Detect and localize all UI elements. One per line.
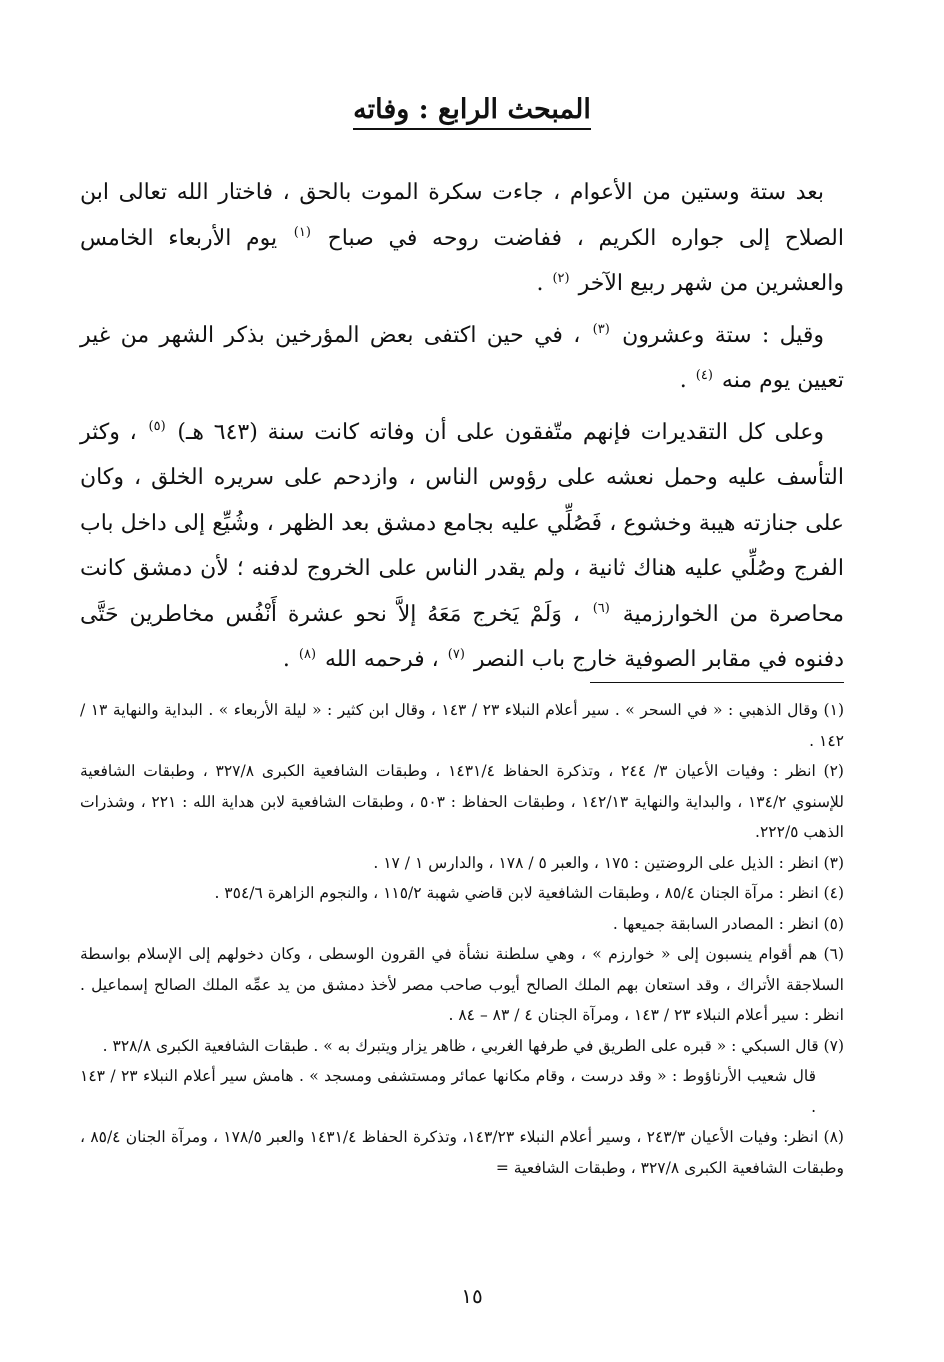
footnote-6: (٦) هم أقوام ينسبون إلى « خوارزم » ، وهي سلطنة نشأة في القرون الوسطى ، وكان دخولهم إلى الإسلام بواسطة السلاجقة الأتراك ، وقد استعان بهم الملك الصالح أيوب صاحب مصر لأخذ دمشق من يد عمِّه الملك الصالح إسماعيل . انظر : سير أعلام النبلاء ٢٣ / ١٤٣ ، ومرآة الجنان ٤ / ٨٣ – ٨٤ . [80, 945, 844, 1024]
footnote-2: (٢) انظر : وفيات الأعيان ٣/ ٢٤٤ ، وتذكرة الحفاظ ١٤٣١/٤ ، وطبقات الشافعية الكبرى ٣٢٧/٨ ، وطبقات الشافعية للإسنوي ١٣٤/٢ ، والبداية والنهاية ١٤٢/١٣ ، وطبقات الحفاظ : ٥٠٣ ، وطبقات الشافعية لابن هداية الله : ٢٢١ ، وشذرات الذهب ٢٢٢/٥. [80, 762, 844, 841]
footnote-7: (٧) قال السبكي : « قبره على الطريق في طرفها الغربي ، ظاهر يزار ويتبرك به » . طبقات الشافعية الكبرى ٣٢٨/٨ . [102, 1036, 844, 1055]
paragraph-2 [80, 313, 844, 404]
footnote-7-continuation: قال شعيب الأرناؤوط : « وقد درست ، وقام مكانها عمائر ومستشفى ومسجد » . هامش سير أعلام النبلاء ٢٣ / ١٤٣ . [80, 1067, 817, 1116]
footnote-ref-8[interactable]: (٨) [298, 646, 317, 662]
footnote-ref-5[interactable]: (٥) [148, 419, 166, 435]
footnote-8: (٨) انظر: وفيات الأعيان ٢٤٣/٣ ، وسير أعلام النبلاء ١٤٣/٢٣، وتذكرة الحفاظ ١٤٣١/٤ والعبر ١٧٨/٥ ، ومرآة الجنان ٨٥/٤ ، وطبقات الشافعية الكبرى ٣٢٧/٨ ، وطبقات الشافعية = [80, 1128, 844, 1177]
body-text [80, 170, 844, 683]
paragraph-text: يوم الأربعاء الخامس والعشرين من شهر ربيع الآخر [80, 225, 844, 296]
footnote-ref-3[interactable]: (٣) [592, 322, 610, 338]
footnote-ref-6[interactable]: (٦) [592, 601, 610, 617]
paragraph-text: ، وَلَمْ يَخرج مَعَهُ إلاَّ نحو عشرة أَنْفُس مخاطرين حَتَّى دفنوه في مقابر الصوفية خارج باب النصر [80, 601, 844, 672]
footnote-5: (٥) انظر : المصادر السابقة جميعها . [612, 914, 844, 933]
section-title [0, 92, 944, 127]
footnote-4: (٤) انظر : مرآة الجنان ٨٥/٤ ، وطبقات الشافعية لابن قاضي شهبة ١١٥/٢ ، والنجوم الزاهرة ٣٥٤/٦ . [214, 884, 844, 902]
footnote-ref-1[interactable]: (١) [293, 225, 311, 241]
footnote-1: (١) وقال الذهبي : « في السحر » . سير أعلام النبلاء ٢٣ / ١٤٣ ، وقال ابن كثير : « ليلة الأربعاء » . البداية والنهاية ١٣ / ١٤٢ . [80, 701, 844, 750]
page-number: ١٥ [461, 1284, 483, 1308]
footnote-ref-7[interactable]: (٧) [447, 646, 465, 662]
paragraph-text: . [536, 271, 544, 296]
paragraph-text: ، فرحمه الله [325, 647, 439, 672]
footnotes [80, 695, 844, 1183]
section-title-text: المبحث الرابع : وفاته [353, 94, 591, 130]
paragraph-text: . [282, 647, 290, 672]
paragraph-3 [80, 410, 844, 683]
paragraph-text: ، وكثر التأسف عليه وحمل نعشه على رؤوس الناس ، وازدحم على سريره الخلق ، وكان على جنازته هيبة وخشوع ، فَصُلِّي عليه بجامع دمشق بعد الظهر ، وشُيِّع إلى داخل باب الفرج وصُلِّي عليه هناك ثانية ، ولم يقدر الناس على الخروج لدفنه ؛ لأن دمشق كانت محاصرة من الخوارزمية [80, 419, 845, 627]
footnote-3: (٣) انظر : الذيل على الروضتين : ١٧٥ ، والعبر ٥ / ١٧٨ ، والدارس ١ / ١٧ . [373, 853, 844, 872]
paragraph-text: وقيل : ستة وعشرون [622, 322, 825, 348]
paragraph-text: بعد ستة وستين من الأعوام ، جاءت سكرة الموت بالحق ، فاختار الله تعالى ابن الصلاح إلى جواره الكريم ، ففاضت روحه في صباح [80, 180, 844, 251]
footnote-ref-4[interactable]: (٤) [695, 367, 713, 383]
footnote-ref-2[interactable]: (٢) [552, 270, 570, 286]
paragraph-text: . [679, 368, 687, 393]
paragraph-1 [80, 170, 844, 307]
footnote-separator [590, 682, 844, 683]
paragraph-text: وعلى كل التقديرات فإنهم متّفقون على أن وفاته كانت سنة (٦٤٣ هـ) [177, 419, 824, 445]
paragraph-text: ، في حين اكتفى بعض المؤرخين بذكر الشهر من غير تعيين يوم منه [80, 322, 844, 393]
